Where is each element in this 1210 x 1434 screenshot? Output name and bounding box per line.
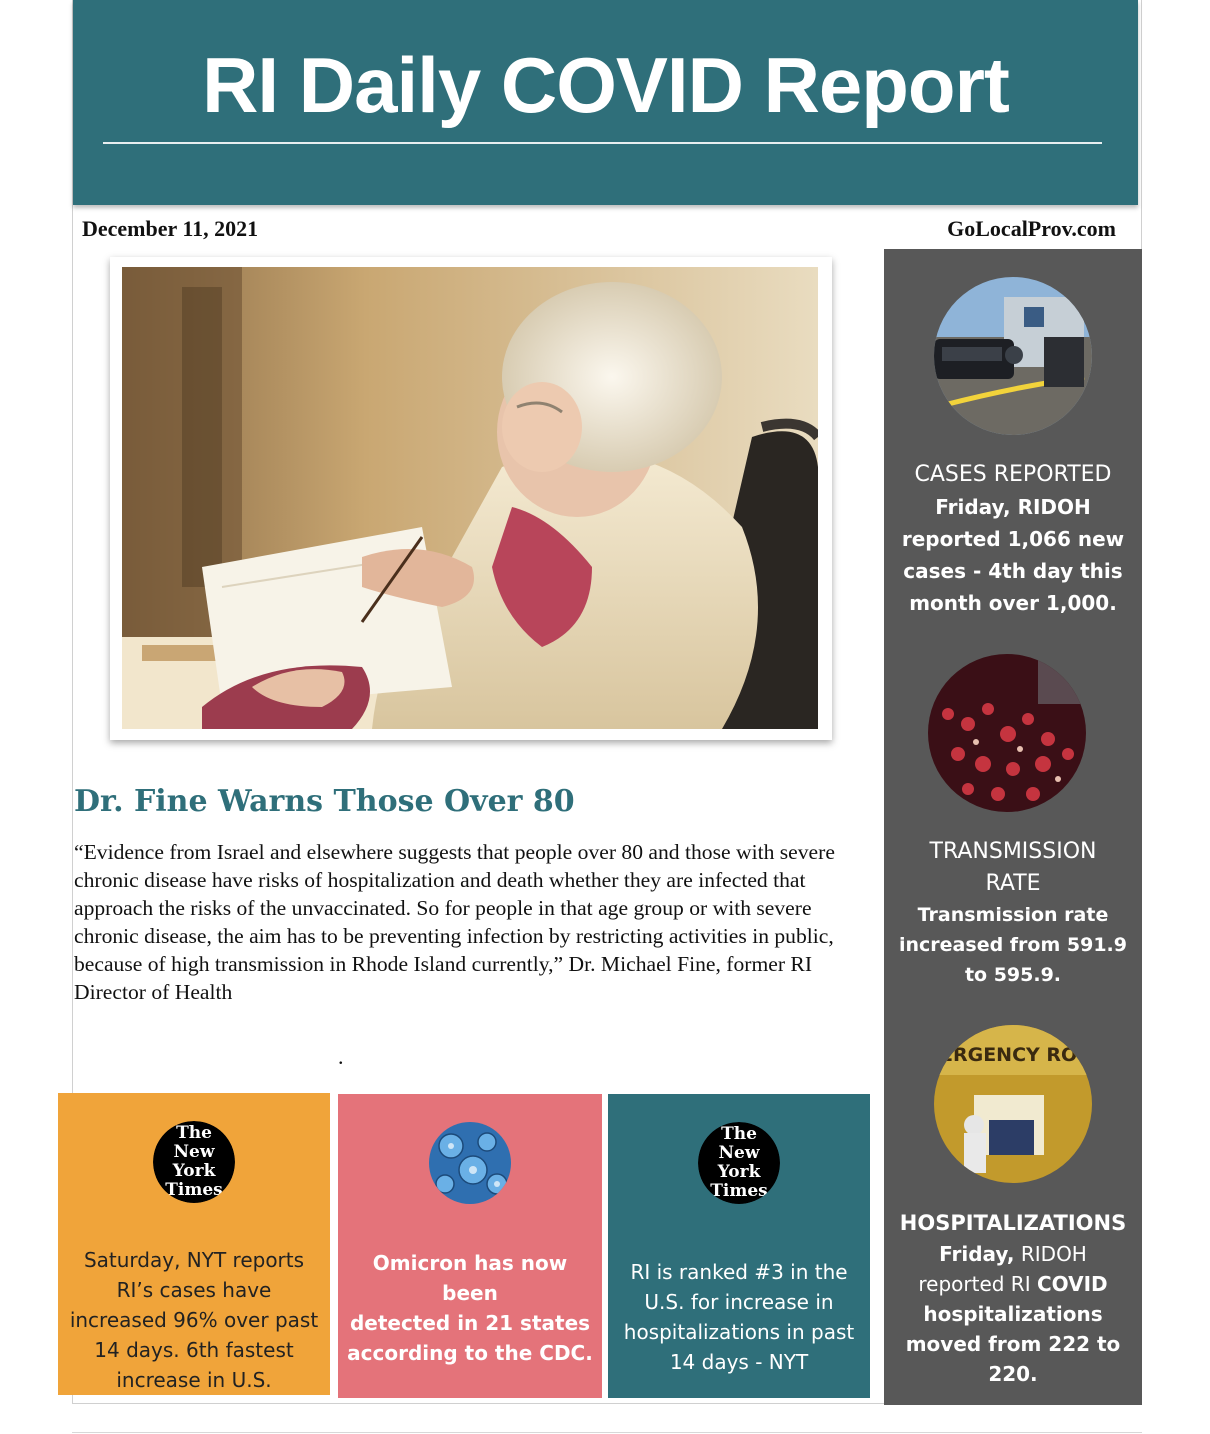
nyt-logo-word: New York	[172, 1142, 216, 1181]
hosp-line: 220.	[988, 1362, 1038, 1386]
article-quote: “Evidence from Israel and elsewhere suggests that people over 80 and those with severe chronic disease have risks of hospitalization and death whether they are infected that approach the risks of the unvaccinated. So for people in that age group or with severe chronic disease, the aim has to be preventing infection by restricting activities in public, because of high transmission in Rhode Island currently,” Dr. Michael Fine, former RI Director of Health	[74, 840, 835, 1004]
virus-icon	[429, 1122, 511, 1204]
nyt-logo-word: New York	[717, 1143, 761, 1182]
pink-card-line: according to the CDC.	[347, 1341, 593, 1365]
nyt-logo-word: Times	[165, 1180, 223, 1200]
stats-sidebar	[884, 249, 1142, 1405]
er-sign-text: ERGENCY RO	[940, 1044, 1078, 1066]
orange-card-line: increased 96% over past	[69, 1308, 319, 1332]
pink-card-line: Omicron has now been	[372, 1251, 568, 1305]
feature-photo	[110, 257, 832, 740]
masthead	[73, 0, 1138, 205]
transmission-line: increased from 591.9	[899, 934, 1127, 956]
cases-line: cases - 4th day this	[903, 559, 1123, 583]
report-title: RI Daily COVID Report	[202, 41, 1009, 129]
orange-card-line: RI’s cases have	[116, 1278, 272, 1302]
teal-card-line: hospitalizations in past	[623, 1320, 855, 1344]
hosp-line: moved from 222 to	[905, 1332, 1121, 1356]
teal-card-line: RI is ranked #3 in the	[630, 1260, 848, 1284]
report-date: December 11, 2021	[82, 216, 259, 241]
nyt-logo-word: The	[721, 1124, 757, 1144]
omicron-card	[338, 1094, 602, 1398]
teal-card-line: U.S. for increase in	[644, 1290, 834, 1314]
cases-line: month over 1,000.	[909, 591, 1117, 615]
orange-card-line: Saturday, NYT reports	[83, 1248, 305, 1272]
article-headline: Dr. Fine Warns Those Over 80	[74, 784, 575, 819]
hosp-friday: Friday,	[939, 1242, 1015, 1266]
nyt-logo-icon	[698, 1122, 780, 1204]
transmission-line: to 595.9.	[964, 964, 1062, 986]
hospitalizations-title: HOSPITALIZATIONS	[899, 1211, 1127, 1235]
cases-title: CASES REPORTED	[914, 462, 1112, 487]
crowd-photo	[928, 654, 1086, 812]
orange-card-line: increase in U.S.	[116, 1368, 272, 1392]
nyt-hospitalizations-card	[608, 1094, 870, 1398]
pink-card-line: detected in 21 states	[349, 1311, 591, 1335]
teal-card-line: 14 days - NYT	[669, 1350, 809, 1374]
orange-card-line: 14 days. 6th fastest	[94, 1338, 294, 1362]
hosp-line-2	[892, 1269, 1134, 1299]
cases-line: reported 1,066 new	[901, 527, 1125, 551]
hosp-ridoh: RIDOH	[1014, 1242, 1087, 1266]
cases-line: Friday, RIDOH	[935, 495, 1091, 519]
hosp-line: hospitalizations	[923, 1302, 1103, 1326]
nyt-logo-icon	[153, 1121, 235, 1203]
testing-site-photo	[934, 277, 1092, 435]
nyt-logo-word: The	[176, 1123, 212, 1143]
transmission-title: RATE	[985, 871, 1041, 896]
nyt-logo-word: Times	[710, 1181, 768, 1201]
nyt-cases-card	[58, 1093, 330, 1395]
masthead-rule	[103, 142, 1102, 144]
elderly-woman-writing-image	[122, 267, 818, 729]
emergency-room-photo	[934, 1025, 1092, 1183]
hosp-reported: reported RI	[918, 1272, 1037, 1296]
bottom-rule	[72, 1432, 1142, 1433]
hosp-line-1	[892, 1239, 1134, 1269]
site-name[interactable]: GoLocalProv.com	[947, 216, 1116, 241]
hosp-covid: COVID	[1036, 1272, 1108, 1296]
transmission-title: TRANSMISSION	[929, 839, 1097, 864]
trailing-mark: .	[338, 1044, 344, 1069]
transmission-line: Transmission rate	[917, 904, 1109, 926]
